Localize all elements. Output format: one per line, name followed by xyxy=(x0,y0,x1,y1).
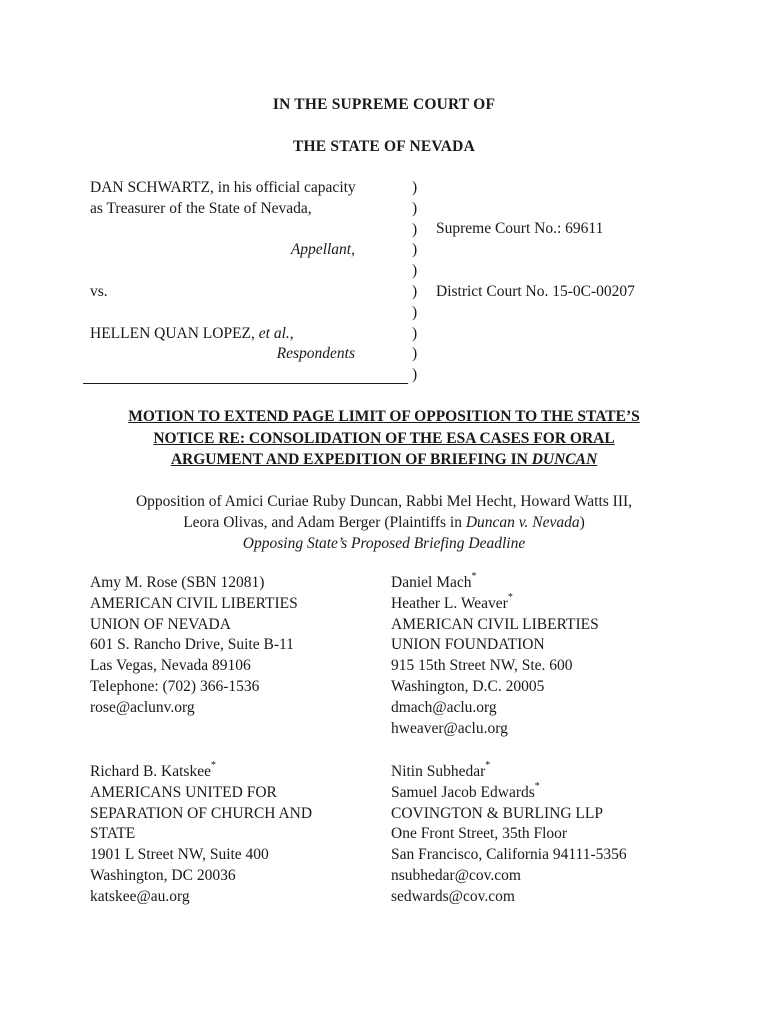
appellant-capacity: as Treasurer of the State of Nevada, xyxy=(90,199,312,217)
supreme-court-number: Supreme Court No.: 69611 xyxy=(436,220,604,237)
counsel-block-covington: Nitin Subhedar* Samuel Jacob Edwards* COVINGTON & BURLING LLP One Front Street, 35th Floor San Francisco, California 94111-5356 nsubhedar@cov.com sedwards@cov.com xyxy=(391,759,627,905)
versus: vs. xyxy=(90,282,108,300)
caption-rule xyxy=(83,383,408,384)
district-court-number: District Court No. 15-0C-00207 xyxy=(436,283,635,300)
appellant-role: Appellant, xyxy=(290,241,355,259)
appellant-name: DAN SCHWARTZ, in his official capacity xyxy=(90,179,356,196)
counsel-block-aclu-nevada: Amy M. Rose (SBN 12081) AMERICAN CIVIL LIBERTIES UNION OF NEVADA 601 S. Rancho Drive, Suite B-11 Las Vegas, Nevada 89106 Telephone: (702) 366-1536 rose@aclunv.org xyxy=(90,574,298,716)
respondent-name: HELLEN QUAN LOPEZ, et al., xyxy=(90,324,294,342)
counsel-block-aclu-foundation: Daniel Mach* Heather L. Weaver* AMERICAN CIVIL LIBERTIES UNION FOUNDATION 915 15th Street NW, Ste. 600 Washington, D.C. 20005 dmach@aclu.org hweaver@aclu.org xyxy=(391,570,599,737)
court-name-line1: IN THE SUPREME COURT OF xyxy=(272,96,496,113)
respondent-role: Respondents xyxy=(276,345,355,363)
filing-description: Opposition of Amici Curiae Ruby Duncan, Rabbi Mel Hecht, Howard Watts III, Leora Olivas, and Adam Berger (Plaintiffs in Duncan v. Nevada) Opposing State’s Proposed Briefing Deadline xyxy=(135,493,633,552)
caption-parens: ) ) ) ) ) ) ) ) ) ) xyxy=(412,179,418,384)
caption-parties xyxy=(90,178,410,365)
court-name-line2: THE STATE OF NEVADA xyxy=(293,138,475,155)
counsel-block-americans-united: Richard B. Katskee* AMERICANS UNITED FOR SEPARATION OF CHURCH AND STATE 1901 L Street NW, Suite 400 Washington, DC 20036 katskee@au.org xyxy=(90,759,313,905)
motion-title: MOTION TO EXTEND PAGE LIMIT OF OPPOSITION TO THE STATE’S NOTICE RE: CONSOLIDATION OF THE ESA CASES FOR ORAL ARGUMENT AND EXPEDITION OF BRIEFING IN DUNCAN xyxy=(128,408,640,468)
